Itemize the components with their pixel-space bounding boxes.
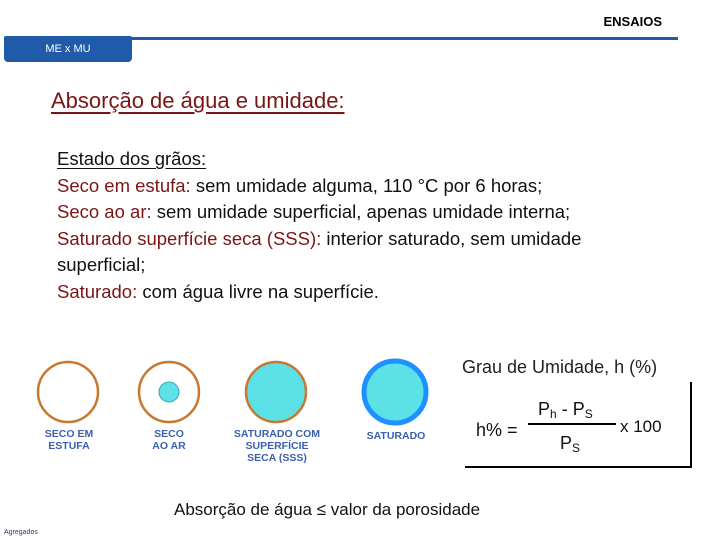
denominator-p: P — [560, 433, 573, 453]
formula-numerator — [538, 399, 593, 421]
formula-multiplier: x 100 — [620, 417, 662, 436]
state-sss — [57, 226, 697, 253]
section-title: ENSAIOS — [603, 14, 662, 29]
description: sem umidade superficial, apenas umidade interna; — [151, 201, 571, 222]
formula-lhs: h% = — [476, 420, 518, 440]
state-sss-continued — [57, 252, 697, 279]
fraction-bar — [528, 423, 616, 425]
term: Seco em estufa: — [57, 174, 191, 196]
numerator-s-sub: S — [584, 407, 593, 421]
grain-air-dry-core — [159, 382, 179, 402]
label-seco-estufa: SECO EM ESTUFA — [44, 428, 94, 452]
term: Saturado: — [57, 280, 138, 302]
state-seco-estufa — [57, 173, 697, 200]
footer-label: Agregados — [4, 529, 38, 536]
grain-sss — [246, 362, 306, 422]
denominator-s-sub: S — [572, 441, 581, 455]
description: com água livre na superfície. — [137, 280, 379, 302]
numerator-p: P — [538, 399, 551, 419]
description: sem umidade alguma, 110 °C por 6 horas; — [190, 174, 543, 196]
course-badge: ME x MU — [4, 36, 132, 62]
numerator-h-sub: h — [550, 407, 557, 421]
grain-states-heading: Estado dos grãos: — [57, 148, 207, 169]
grain-dry-oven — [38, 362, 98, 422]
grain-air-dry — [139, 362, 199, 422]
moisture-degree-label: Grau de Umidade, h (%) — [462, 357, 658, 377]
numerator-minus-p: - P — [556, 399, 585, 419]
porosity-note: Absorção de água ≤ valor da porosidade — [174, 500, 481, 519]
label-saturado: SATURADO — [366, 430, 426, 442]
label-sss: SATURADO COM SUPERFÍCIE SECA (SSS) — [233, 428, 321, 464]
term: Seco ao ar: — [57, 201, 152, 222]
grain-saturated — [364, 361, 426, 423]
formula-denominator — [560, 433, 580, 455]
description: superficial; — [57, 254, 146, 275]
slide-title: Absorção de água e umidade: — [51, 88, 345, 113]
term: Saturado superfície seca (SSS): — [57, 227, 322, 249]
grain-states-text — [57, 146, 697, 305]
state-saturado — [57, 279, 697, 306]
state-seco-ar — [57, 199, 697, 226]
description: interior saturado, sem umidade — [321, 227, 582, 249]
label-seco-ar: SECO AO AR — [152, 428, 186, 452]
